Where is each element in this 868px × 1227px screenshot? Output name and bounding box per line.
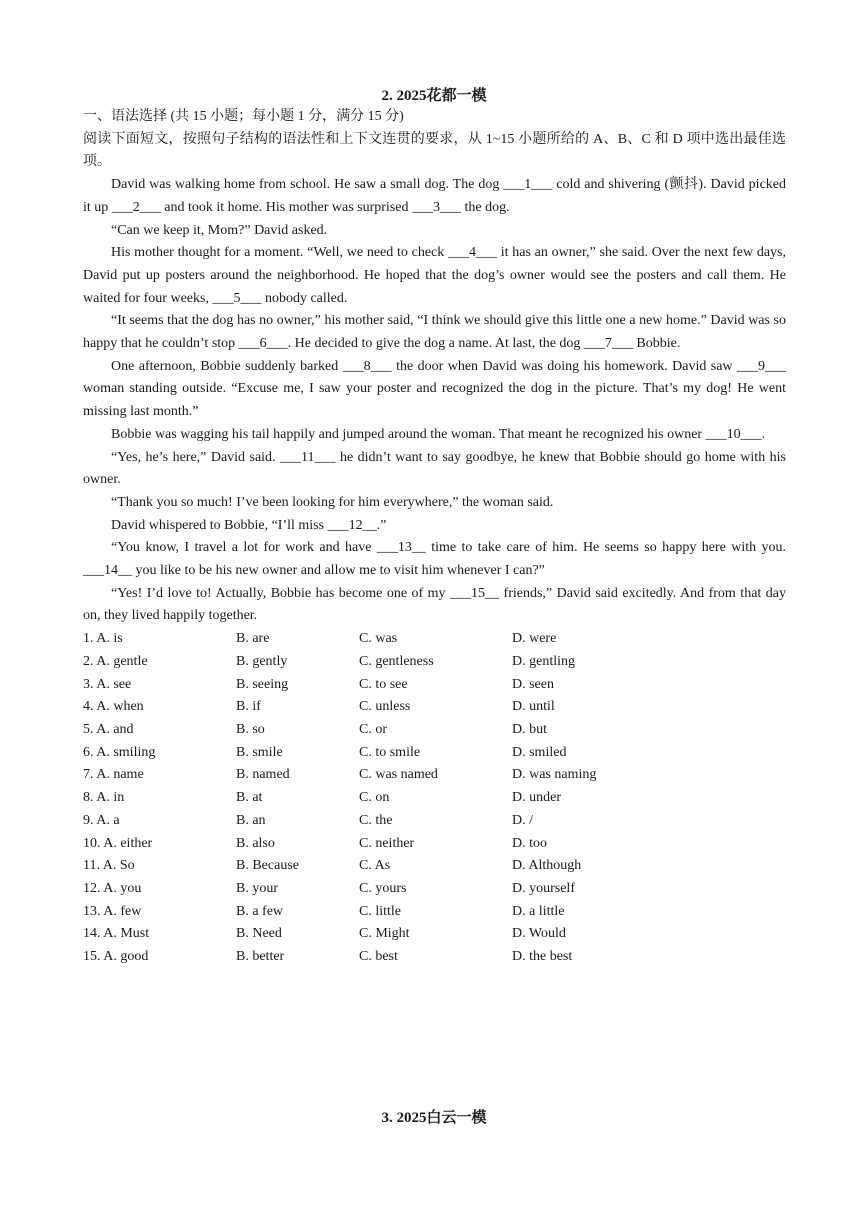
option-choice: 9. A. a <box>83 812 120 828</box>
option-choice: B. are <box>236 631 270 647</box>
option-choice: B. seeing <box>236 676 289 692</box>
option-choice: D. yourself <box>512 880 575 896</box>
option-row <box>83 696 712 719</box>
option-choice: D. a little <box>512 903 565 919</box>
option-choice: C. or <box>359 721 387 737</box>
option-choice: D. Would <box>512 926 566 942</box>
option-choice: B. better <box>236 949 285 965</box>
section-content <box>83 106 786 969</box>
option-row <box>83 719 712 742</box>
option-choice: C. on <box>359 790 390 806</box>
option-choice: B. gently <box>236 653 288 669</box>
option-choice: D. seen <box>512 676 554 692</box>
option-choice: B. smile <box>236 744 283 760</box>
option-row <box>83 764 712 787</box>
passage-paragraph: One afternoon, Bobbie suddenly barked ___8___ the door when David was doing his homework. David saw ___9___ woman standing outside. “Excuse me, I saw your poster and recognized the dog in the picture. That’s my dog! He went missing last month.” <box>83 358 786 420</box>
option-choice: B. at <box>236 790 263 806</box>
passage-paragraph: Bobbie was wagging his tail happily and jumped around the woman. That meant he recognized his owner ___10___. <box>111 426 766 442</box>
option-choice: C. As <box>359 858 391 874</box>
section-title: 2. 2025花都一模 <box>381 88 487 104</box>
option-row <box>83 628 712 651</box>
option-choice: D. / <box>512 812 533 828</box>
option-choice: C. Might <box>359 926 410 942</box>
option-row <box>83 651 712 674</box>
option-choice: B. also <box>236 835 275 851</box>
option-choice: D. were <box>512 631 557 647</box>
option-choice: 6. A. smiling <box>83 744 156 760</box>
option-choice: C. was <box>359 631 398 647</box>
option-choice: B. Because <box>236 858 299 874</box>
option-choice: C. gentleness <box>359 653 434 669</box>
option-choice: D. gentling <box>512 653 575 669</box>
option-choice: B. a few <box>236 903 284 919</box>
passage-paragraph: “Yes! I’d love to! Actually, Bobbie has become one of my ___15__ friends,” David said excitedly. And from that day on, they lived happily together. <box>83 585 786 624</box>
options-table <box>83 628 712 969</box>
passage-paragraph: David was walking home from school. He saw a small dog. The dog ___1___ cold and shivering (颤抖). David picked it up ___2___ and took it home. His mother was surprised ___3___ the dog. <box>83 177 786 215</box>
option-row <box>83 810 712 833</box>
passage-paragraph: “It seems that the dog has no owner,” his mother said, “I think we should give this little one a new home.” David was so happy that he couldn’t stop ___6___. He decided to give the dog a name. At last, the dog ___7___ Bobbie. <box>83 313 786 352</box>
option-choice: 7. A. name <box>83 767 144 783</box>
section-title: 3. 2025白云一模 <box>381 1110 487 1126</box>
option-choice: C. best <box>359 949 398 965</box>
passage-paragraph: “Can we keep it, Mom?” David asked. <box>111 222 328 238</box>
option-row <box>83 833 712 856</box>
option-choice: C. to smile <box>359 744 421 760</box>
option-choice: 5. A. and <box>83 721 134 737</box>
option-choice: 2. A. gentle <box>83 653 148 669</box>
option-choice: 3. A. see <box>83 676 132 692</box>
option-choice: D. was naming <box>512 767 597 783</box>
option-choice: C. the <box>359 812 393 828</box>
option-choice: 13. A. few <box>83 903 142 919</box>
option-choice: B. named <box>236 767 290 783</box>
option-choice: 12. A. you <box>83 880 142 896</box>
option-choice: D. too <box>512 835 547 851</box>
passage-paragraph: “Thank you so much! I’ve been looking for him everywhere,” the woman said. <box>111 494 554 510</box>
option-choice: 4. A. when <box>83 699 144 715</box>
option-choice: B. an <box>236 812 266 828</box>
option-choice: D. the best <box>512 949 573 965</box>
section-heading: 一、语法选择 (共 15 小题；每小题 1 分，满分 15 分) <box>83 109 404 124</box>
option-choice: B. Need <box>236 926 282 942</box>
option-choice: C. was named <box>359 767 438 783</box>
option-choice: B. your <box>236 880 278 896</box>
option-choice: D. under <box>512 790 561 806</box>
option-row <box>83 946 712 969</box>
option-row <box>83 878 712 901</box>
option-row <box>83 923 712 946</box>
option-row <box>83 855 712 878</box>
option-choice: D. until <box>512 699 555 715</box>
option-choice: 14. A. Must <box>83 926 150 942</box>
passage-paragraph: His mother thought for a moment. “Well, we need to check ___4___ it has an owner,” she said. Over the next few days, David put up posters around the neighborhood. He hoped that the dog’s owner would see the posters and call them. He waited for four weeks, ___5___ nobody called. <box>83 245 786 306</box>
option-choice: 8. A. in <box>83 790 125 806</box>
passage-paragraph: “Yes, he’s here,” David said. ___11___ he didn’t want to say goodbye, he knew that Bobbie should go home with his owner. <box>83 449 786 488</box>
passage-paragraph: “You know, I travel a lot for work and have ___13__ time to take care of him. He seems so happy here with you. ___14__ you like to be his new owner and allow me to visit him whenever I can?” <box>83 540 786 579</box>
option-choice: C. to see <box>359 676 408 692</box>
option-choice: D. smiled <box>512 744 567 760</box>
option-choice: 15. A. good <box>83 949 149 965</box>
option-choice: D. Although <box>512 858 582 874</box>
option-choice: C. little <box>359 903 401 919</box>
instructions: 阅读下面短文，按照句子结构的语法性和上下文连贯的要求，从 1~15 小题所给的 A、B、C 和 D 项中选出最佳选项。 <box>83 131 786 170</box>
passage-paragraph: David whispered to Bobbie, “I’ll miss ___12__.” <box>111 517 387 533</box>
option-choice: 1. A. is <box>83 631 123 647</box>
option-choice: C. neither <box>359 835 415 851</box>
option-row <box>83 674 712 697</box>
option-choice: C. unless <box>359 699 411 715</box>
option-row <box>83 787 712 810</box>
option-choice: B. so <box>236 721 265 737</box>
option-row <box>83 901 712 924</box>
option-choice: B. if <box>236 699 261 715</box>
option-choice: 11. A. So <box>83 858 135 874</box>
option-choice: C. yours <box>359 880 407 896</box>
option-row <box>83 742 712 765</box>
option-choice: 10. A. either <box>83 835 153 851</box>
option-choice: D. but <box>512 721 547 737</box>
